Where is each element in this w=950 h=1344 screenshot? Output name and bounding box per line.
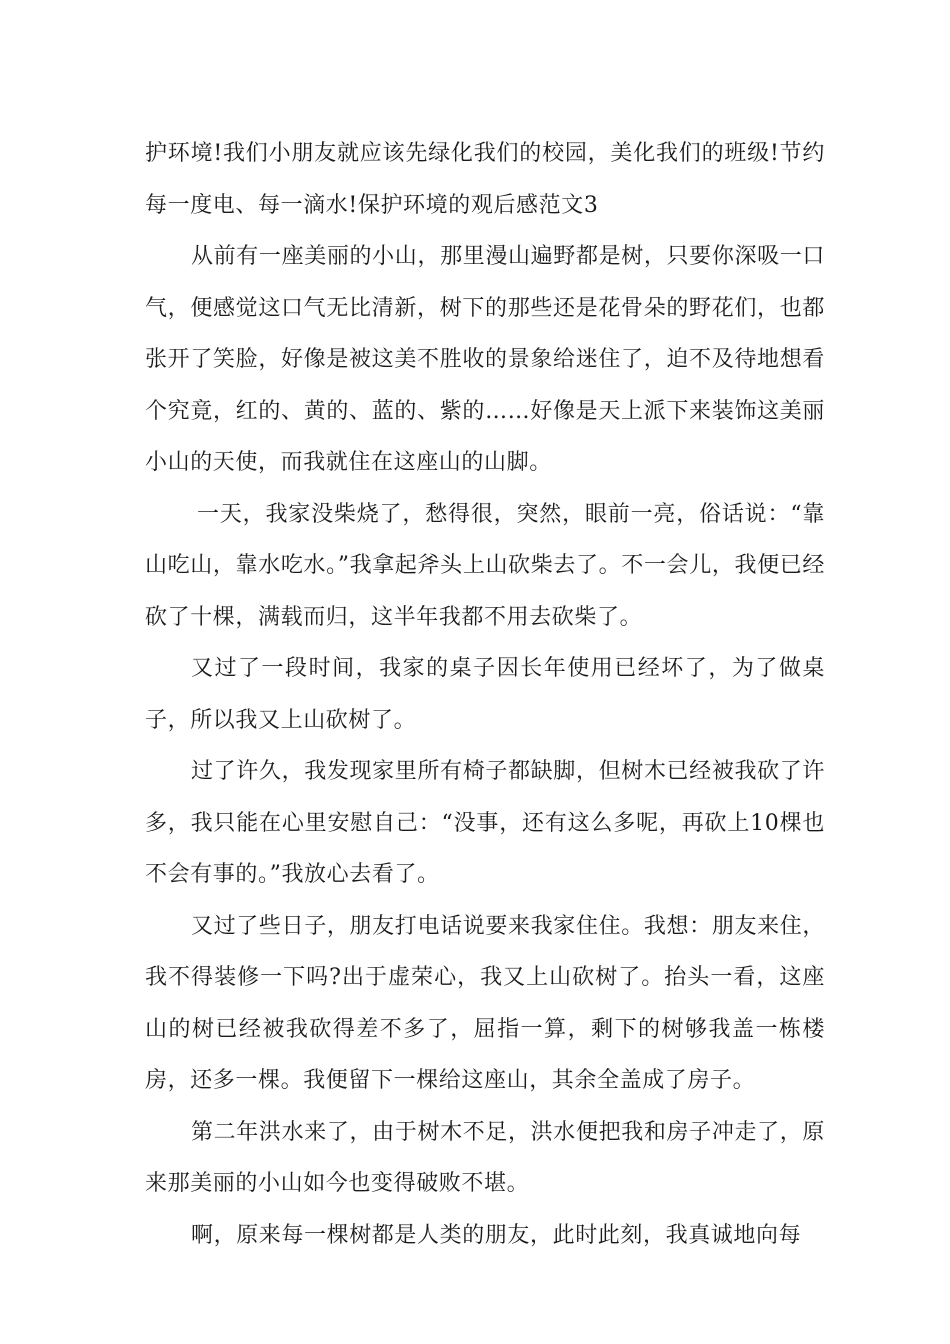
paragraph-5: 过了许久，我发现家里所有椅子都缺脚，但树木已经被我砍了许多，我只能在心里安慰自己：“没事，还有这么多呢，再砍上10棵也不会有事的。”我放心去看了。 <box>145 759 825 887</box>
paragraph-4: 又过了一段时间，我家的桌子因长年使用已经坏了，为了做桌子，所以我又上山砍树了。 <box>145 656 825 733</box>
document-body <box>145 128 825 1261</box>
paragraph-6: 又过了些日子，朋友打电话说要来我家住住。我想：朋友来住，我不得装修一下吗?出于虚荣心，我又上山砍树了。抬头一看，这座山的树已经被我砍得差不多了，屈指一算，剩下的树够我盖一栋楼房，还多一棵。我便留下一棵给这座山，其余全盖成了房子。 <box>145 913 825 1093</box>
paragraph-7: 第二年洪水来了，由于树木不足，洪水便把我和房子冲走了，原来那美丽的小山如今也变得破败不堪。 <box>145 1119 825 1196</box>
paragraph-1: 护环境!我们小朋友就应该先绿化我们的校园，美化我们的班级!节约每一度电、每一滴水!保护环境的观后感范文3 <box>145 141 825 218</box>
paragraph-3: 一天，我家没柴烧了，愁得很，突然，眼前一亮，俗话说：“靠山吃山，靠水吃水。”我拿起斧头上山砍柴去了。不一会儿，我便已经砍了十棵，满载而归，这半年我都不用去砍柴了。 <box>145 501 825 630</box>
paragraph-2: 从前有一座美丽的小山，那里漫山遍野都是树，只要你深吸一口气，便感觉这口气无比清新，树下的那些还是花骨朵的野花们，也都张开了笑脸，好像是被这美不胜收的景象给迷住了，迫不及待地想看个究竟，红的、黄的、蓝的、紫的……好像是天上派下来装饰这美丽小山的天使，而我就住在这座山的山脚。 <box>145 244 825 475</box>
paragraph-8: 啊，原来每一棵树都是人类的朋友，此时此刻，我真诚地向每 <box>191 1222 802 1248</box>
